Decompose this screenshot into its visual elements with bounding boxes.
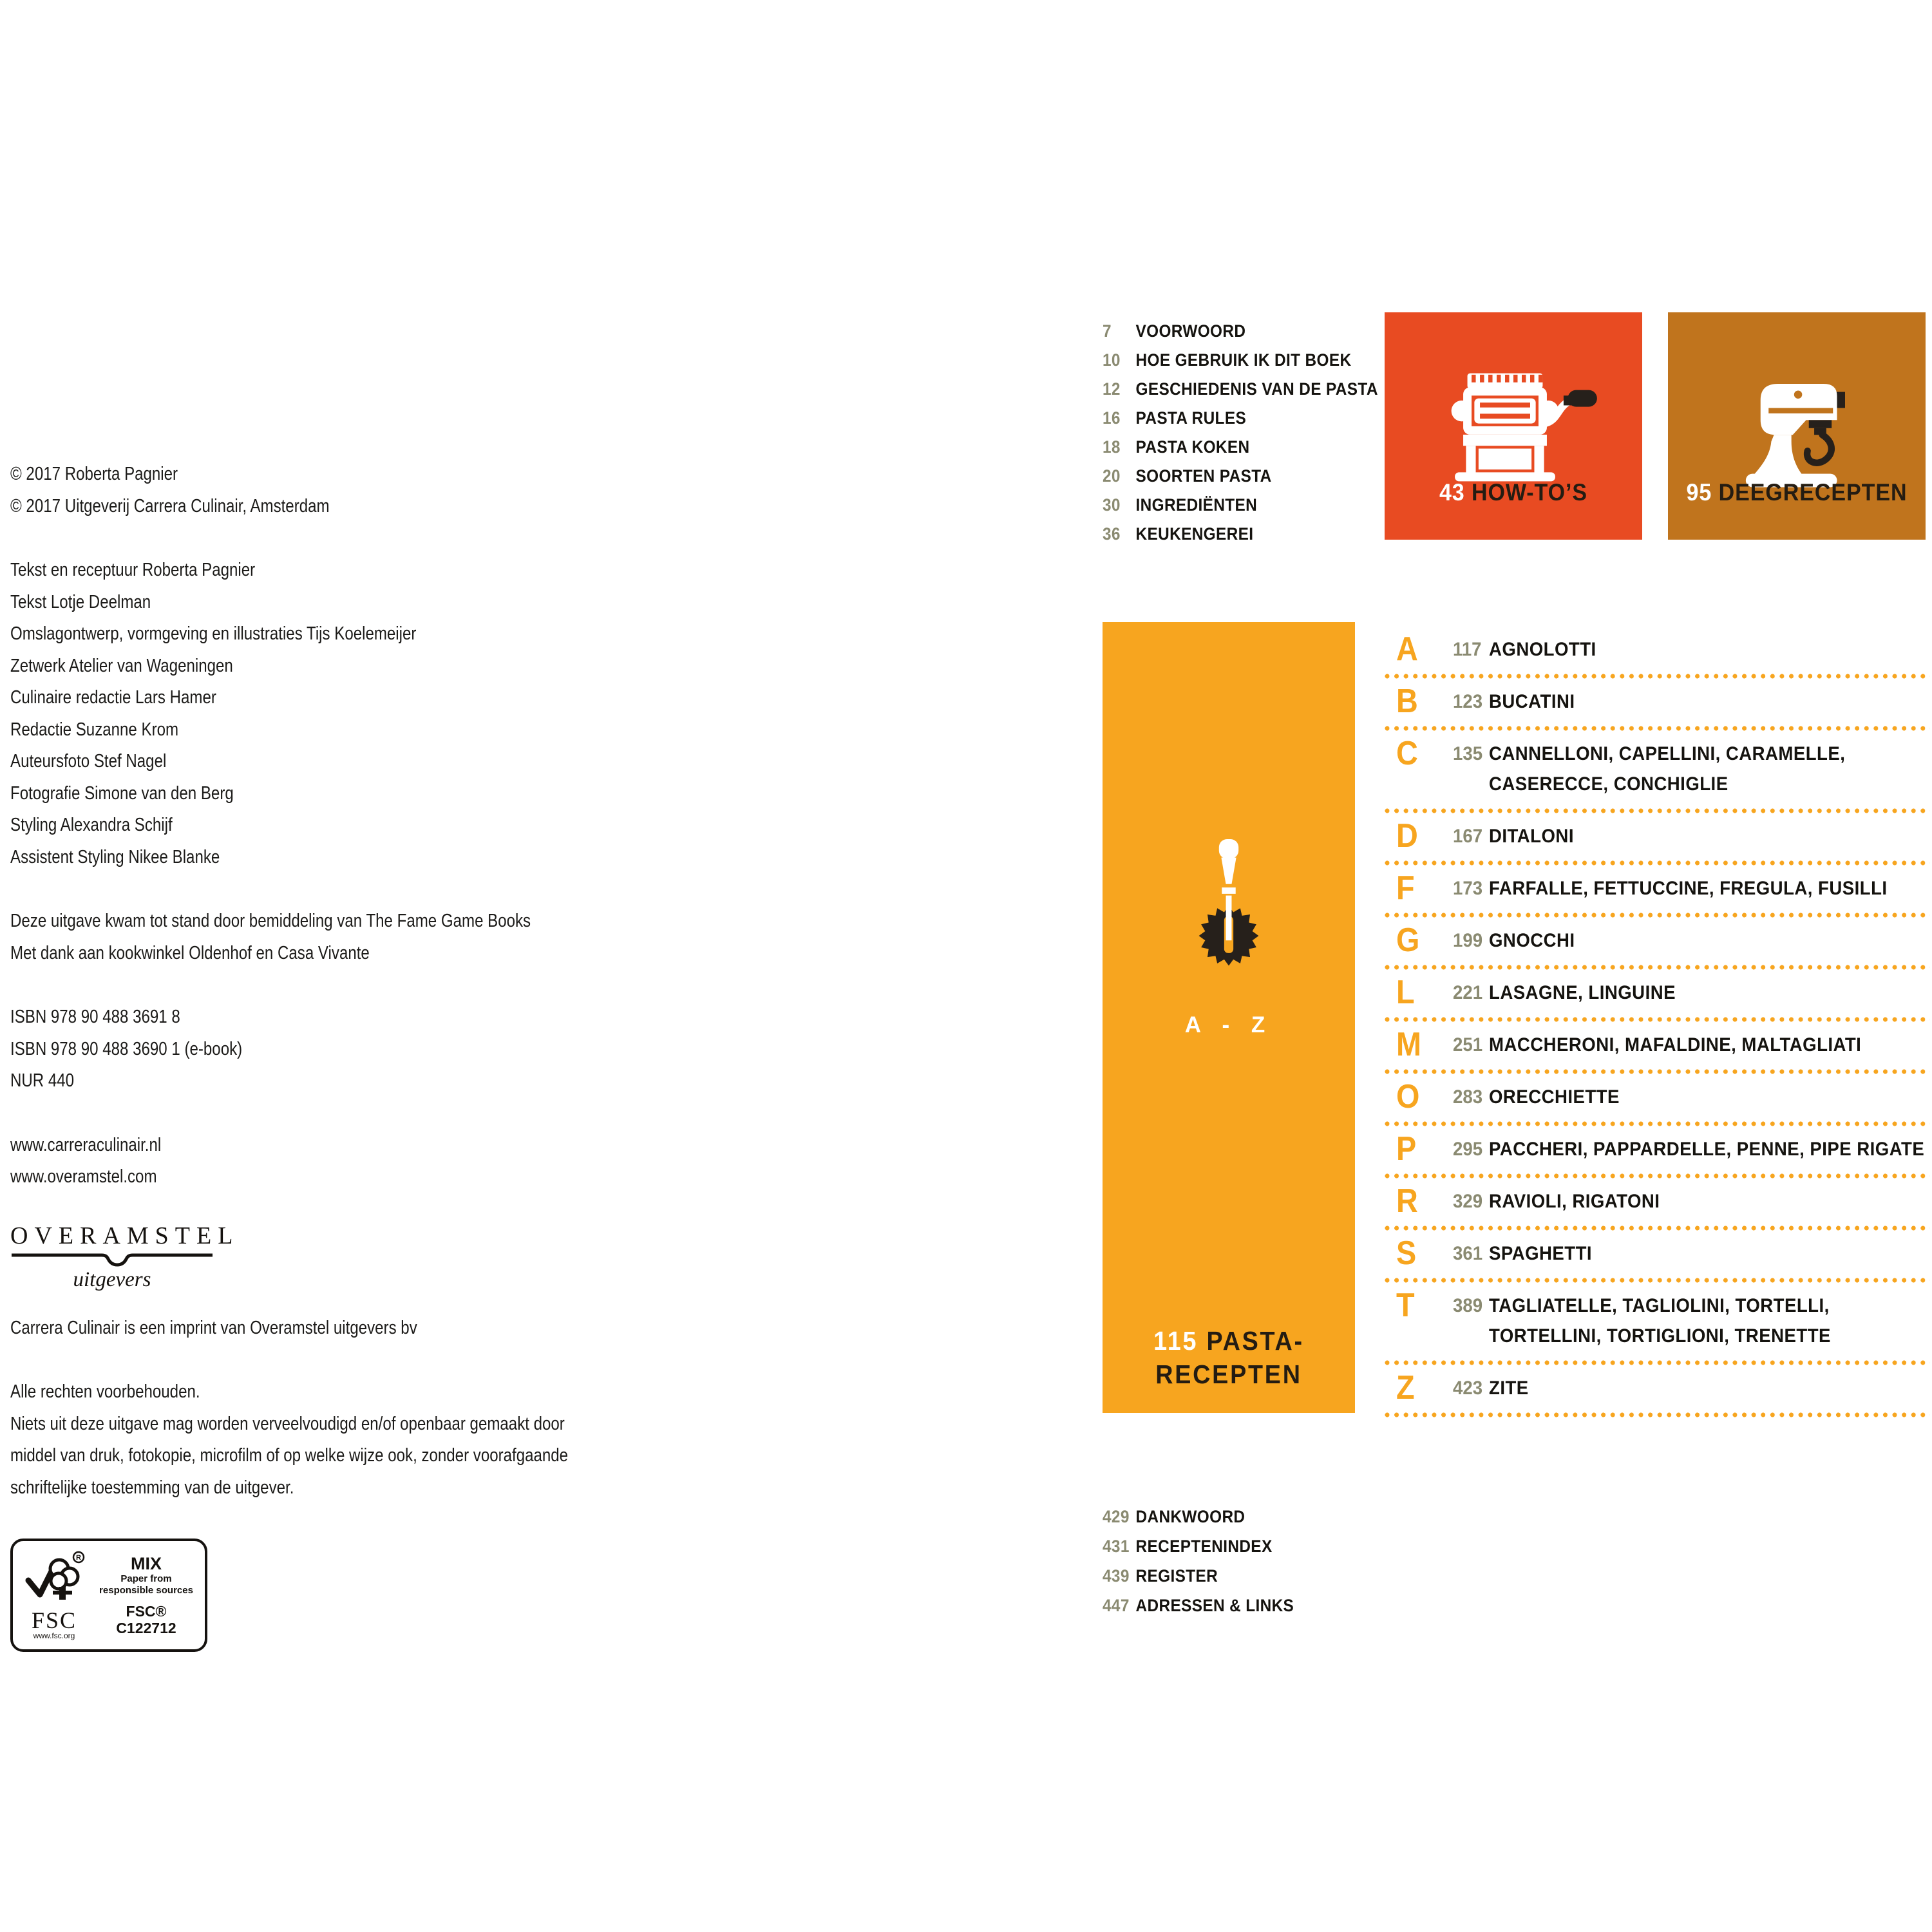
az-page-number: 389 — [1453, 1295, 1483, 1316]
isbn-line: ISBN 978 90 488 3690 1 (e-book) — [10, 1038, 243, 1059]
section-caption-pasta — [1113, 1324, 1345, 1391]
az-row — [1385, 627, 1930, 674]
az-title: FARFALLE, FETTUCCINE, FREGULA, FUSILLI — [1489, 878, 1888, 899]
toc-front-matter — [1103, 317, 1402, 549]
toc-label: PASTA KOKEN — [1135, 437, 1250, 457]
az-letter: R — [1396, 1182, 1418, 1220]
section-page-number: 95 — [1686, 479, 1712, 506]
toc-label: GESCHIEDENIS VAN DE PASTA — [1135, 379, 1378, 399]
copyright-line: © 2017 Uitgeverij Carrera Culinair, Amsterdam — [10, 495, 330, 516]
toc-label: RECEPTENINDEX — [1135, 1537, 1273, 1556]
az-page-number: 221 — [1453, 982, 1483, 1003]
toc-row — [1103, 346, 1378, 375]
toc-page-number: 447 — [1103, 1596, 1130, 1615]
section-label-line1: PASTA- — [1206, 1326, 1304, 1356]
section-page-number: 115 — [1153, 1326, 1198, 1356]
dotted-divider — [1385, 808, 1930, 813]
toc-page-number: 431 — [1103, 1537, 1130, 1556]
az-title: RAVIOLI, RIGATONI — [1489, 1191, 1660, 1212]
fsc-cert-code: FSC® C122712 — [116, 1603, 176, 1636]
nur-line: NUR 440 — [10, 1070, 75, 1091]
imprint-line: Carrera Culinair is een imprint van Overamstel uitgevers bv — [10, 1317, 417, 1338]
az-page-number: 361 — [1453, 1243, 1483, 1264]
az-title: PACCHERI, PAPPARDELLE, PENNE, PIPE RIGATE — [1489, 1139, 1925, 1160]
toc-label: REGISTER — [1135, 1566, 1218, 1586]
credit-line: Tekst en receptuur Roberta Pagnier — [10, 560, 256, 580]
toc-label: HOE GEBRUIK IK DIT BOEK — [1135, 350, 1352, 370]
credit-line: Omslagontwerp, vormgeving en illustraties Tijs Koelemeijer — [10, 623, 417, 644]
az-letter: Z — [1396, 1369, 1415, 1406]
section-caption-howtos — [1395, 479, 1632, 506]
az-row — [1385, 1231, 1930, 1278]
az-letter: M — [1396, 1026, 1421, 1063]
az-row — [1385, 970, 1930, 1017]
pasta-cutter-icon — [1103, 832, 1355, 971]
toc-row — [1103, 1561, 1294, 1591]
toc-page-number: 16 — [1103, 408, 1121, 428]
section-page-number: 43 — [1439, 479, 1465, 506]
toc-label: SOORTEN PASTA — [1135, 466, 1272, 486]
az-title: ZITE — [1489, 1378, 1529, 1399]
az-page-number: 251 — [1453, 1034, 1483, 1056]
az-letter: O — [1396, 1078, 1420, 1115]
dotted-divider — [1385, 1278, 1930, 1283]
fsc-tagline: Paper from — [120, 1573, 172, 1584]
fsc-label — [10, 1539, 207, 1652]
az-letter: A — [1396, 630, 1418, 668]
toc-row — [1103, 462, 1378, 491]
az-page-number: 173 — [1453, 878, 1483, 899]
svg-text:R: R — [76, 1553, 81, 1562]
toc-label: ADRESSEN & LINKS — [1135, 1596, 1294, 1615]
credit-line: Culinaire redactie Lars Hamer — [10, 687, 216, 708]
az-row — [1385, 731, 1930, 808]
toc-row — [1103, 375, 1378, 404]
website-link: www.overamstel.com — [10, 1166, 157, 1187]
toc-row — [1103, 433, 1378, 462]
isbn-line: ISBN 978 90 488 3691 8 — [10, 1007, 180, 1027]
section-label-line2: RECEPTEN — [1155, 1359, 1302, 1389]
az-letter: L — [1396, 974, 1415, 1011]
az-row — [1385, 813, 1930, 860]
dotted-divider — [1385, 1173, 1930, 1179]
toc-row — [1103, 1591, 1294, 1620]
overamstel-logo-sub: uitgevers — [73, 1267, 151, 1291]
rights-line: middel van druk, fotokopie, microfilm of op welke wijze ook, zonder voorafgaande — [10, 1445, 569, 1466]
website-link: www.carreraculinair.nl — [10, 1134, 162, 1155]
az-page-number: 295 — [1453, 1139, 1483, 1160]
az-letter: S — [1396, 1235, 1417, 1272]
az-page-number: 423 — [1453, 1378, 1483, 1399]
toc-label: DANKWOORD — [1135, 1507, 1245, 1526]
az-letter: P — [1396, 1130, 1417, 1168]
toc-row — [1103, 404, 1378, 433]
dotted-divider — [1385, 913, 1930, 918]
fsc-mix-label: MIX — [130, 1554, 162, 1573]
toc-label: INGREDIËNTEN — [1135, 495, 1258, 515]
section-block-dough — [1668, 312, 1926, 540]
az-letter: D — [1396, 817, 1418, 855]
toc-page-number: 36 — [1103, 524, 1121, 544]
az-title: BUCATINI — [1489, 691, 1575, 712]
az-row — [1385, 1283, 1930, 1360]
az-letter: T — [1396, 1287, 1415, 1324]
az-row — [1385, 918, 1930, 965]
overamstel-logo-rule — [10, 1251, 214, 1267]
az-page-number: 167 — [1453, 826, 1483, 847]
az-title: CANNELLONI, CAPELLINI, CARAMELLE, — [1489, 743, 1846, 764]
az-title: LASAGNE, LINGUINE — [1489, 982, 1676, 1003]
toc-page-number: 30 — [1103, 495, 1121, 515]
az-range-label: A - Z — [1184, 1012, 1273, 1037]
toc-page-number: 439 — [1103, 1566, 1130, 1586]
fsc-tagline: responsible sources — [99, 1585, 193, 1596]
toc-page-number: 429 — [1103, 1507, 1130, 1526]
credit-line: Assistent Styling Nikee Blanke — [10, 846, 220, 867]
az-row — [1385, 1022, 1930, 1069]
credit-line: Auteursfoto Stef Nagel — [10, 751, 167, 772]
section-block-pasta-recipes — [1103, 622, 1355, 1413]
dotted-divider — [1385, 1121, 1930, 1126]
az-page-number: 329 — [1453, 1191, 1483, 1212]
dotted-divider — [1385, 965, 1930, 970]
toc-page-number: 18 — [1103, 437, 1121, 457]
dotted-divider — [1385, 1226, 1930, 1231]
overamstel-logo-word: OVERAMSTEL — [10, 1222, 240, 1249]
az-title: TAGLIATELLE, TAGLIOLINI, TORTELLI, — [1489, 1295, 1830, 1316]
az-page-number: 283 — [1453, 1086, 1483, 1108]
az-letter: G — [1396, 922, 1420, 959]
az-page-number: 123 — [1453, 691, 1483, 712]
credit-line: Styling Alexandra Schijf — [10, 815, 173, 835]
section-caption-dough — [1678, 479, 1915, 506]
dotted-divider — [1385, 860, 1930, 866]
az-title: CASERECCE, CONCHIGLIE — [1489, 773, 1728, 795]
stand-mixer-icon — [1668, 368, 1926, 495]
toc-row — [1103, 317, 1378, 346]
toc-label: PASTA RULES — [1135, 408, 1247, 428]
az-row — [1385, 1126, 1930, 1173]
section-label: HOW-TO’S — [1472, 479, 1588, 506]
fsc-right-column — [94, 1554, 198, 1636]
toc-page-number: 20 — [1103, 466, 1121, 486]
toc-row — [1103, 1502, 1294, 1531]
az-row — [1385, 679, 1930, 726]
az-row — [1385, 1074, 1930, 1121]
fsc-tree-icon — [23, 1551, 85, 1606]
toc-label: KEUKENGEREI — [1135, 524, 1254, 544]
az-page-number: 117 — [1453, 639, 1482, 660]
az-letter: F — [1396, 869, 1415, 907]
az-row — [1385, 1365, 1930, 1412]
az-row — [1385, 1179, 1930, 1226]
credit-line: Fotografie Simone van den Berg — [10, 782, 234, 804]
fsc-acronym: FSC — [31, 1607, 77, 1633]
toc-row — [1103, 1531, 1294, 1561]
az-title: SPAGHETTI — [1489, 1243, 1593, 1264]
toc-page-number: 7 — [1103, 321, 1112, 341]
fsc-url: www.fsc.org — [33, 1631, 75, 1640]
fsc-left-column — [19, 1551, 89, 1640]
dotted-divider — [1385, 1412, 1930, 1417]
credit-line: Tekst Lotje Deelman — [10, 591, 151, 612]
toc-label: VOORWOORD — [1135, 321, 1246, 341]
credit-line: Zetwerk Atelier van Wageningen — [10, 655, 233, 676]
toc-row — [1103, 520, 1378, 549]
toc-back-matter — [1103, 1502, 1311, 1620]
rights-line: Alle rechten voorbehouden. — [10, 1381, 200, 1402]
az-title: AGNOLOTTI — [1489, 639, 1596, 660]
acknowledgement-line: Deze uitgave kwam tot stand door bemiddeling van The Fame Game Books — [10, 911, 531, 931]
section-block-howtos — [1385, 312, 1642, 540]
dotted-divider — [1385, 1069, 1930, 1074]
az-index-list — [1385, 627, 1930, 1417]
az-title: GNOCCHI — [1489, 930, 1575, 951]
colophon — [10, 459, 719, 1652]
az-title: DITALONI — [1489, 826, 1574, 847]
dotted-divider — [1385, 674, 1930, 679]
az-title: TORTELLINI, TORTIGLIONI, TRENETTE — [1489, 1325, 1831, 1347]
dotted-divider — [1385, 726, 1930, 731]
acknowledgement-line: Met dank aan kookwinkel Oldenhof en Casa Vivante — [10, 942, 370, 963]
az-letter: B — [1396, 683, 1418, 720]
toc-row — [1103, 491, 1378, 520]
toc-page-number: 12 — [1103, 379, 1121, 399]
az-title: ORECCHIETTE — [1489, 1086, 1620, 1108]
pasta-machine-icon — [1385, 368, 1642, 486]
dotted-divider — [1385, 1360, 1930, 1365]
credit-line: Redactie Suzanne Krom — [10, 719, 179, 740]
overamstel-logo — [10, 1222, 240, 1292]
copyright-line: © 2017 Roberta Pagnier — [10, 464, 178, 484]
az-page-number: 135 — [1453, 743, 1483, 764]
az-title: MACCHERONI, MAFALDINE, MALTAGLIATI — [1489, 1034, 1862, 1056]
az-row — [1385, 866, 1930, 913]
az-page-number: 199 — [1453, 930, 1483, 951]
az-letter: C — [1396, 735, 1418, 772]
rights-line: Niets uit deze uitgave mag worden verveelvoudigd en/of openbaar gemaakt door — [10, 1413, 565, 1434]
rights-line: schriftelijke toestemming van de uitgever. — [10, 1477, 294, 1498]
dotted-divider — [1385, 1017, 1930, 1022]
toc-page-number: 10 — [1103, 350, 1121, 370]
section-label: DEEGRECEPTEN — [1718, 479, 1908, 506]
